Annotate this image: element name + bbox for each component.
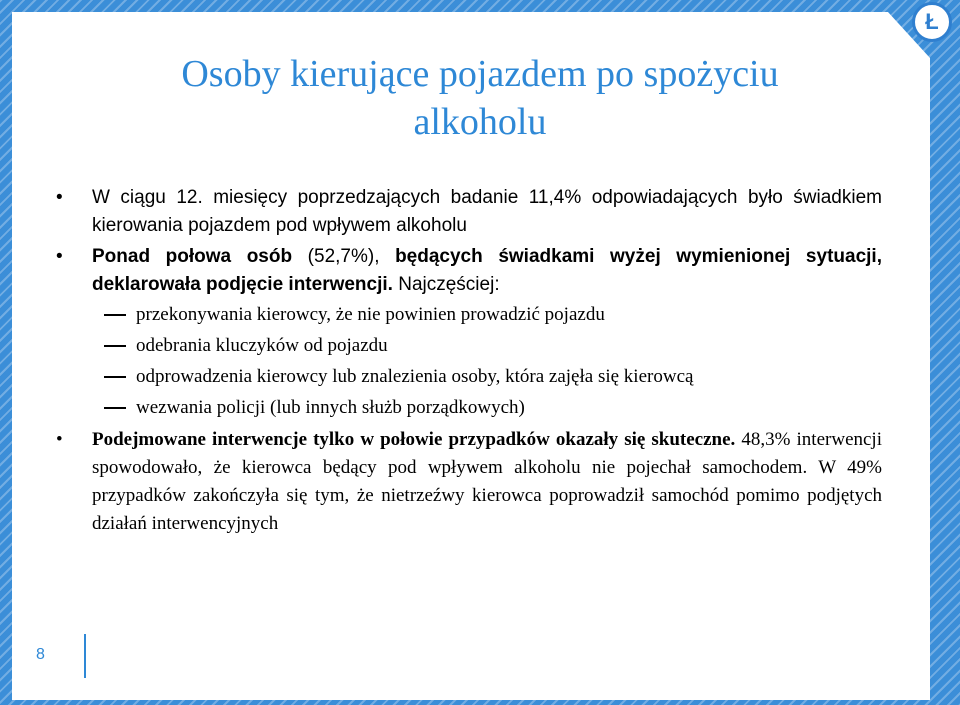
sub-item — [52, 300, 882, 330]
title-line-1: Osoby kierujące pojazdem po spożyciu — [181, 53, 779, 95]
bullet-3 — [52, 426, 882, 538]
sub-item — [52, 362, 882, 392]
sub-item-text: odebrania kluczyków od pojazdu — [136, 335, 388, 356]
sub-item-text: odprowadzenia kierowcy lub znalezienia osoby, która zajęła się kierowcą — [136, 366, 694, 387]
title-line-2: alkoholu — [413, 101, 547, 143]
sub-item — [52, 393, 882, 423]
sub-item-text: przekonywania kierowcy, że nie powinien prowadzić pojazdu — [136, 304, 605, 325]
bullet-2 — [52, 243, 882, 299]
dash-icon — [104, 345, 126, 347]
sub-item-text: wezwania policji (lub innych służb porządkowych) — [136, 397, 525, 418]
bullet-2-part-d: Najczęściej: — [392, 274, 500, 295]
slide-content — [52, 184, 882, 538]
dash-icon — [104, 407, 126, 409]
page-number: 8 — [36, 646, 45, 663]
bullet-2-part-b: (52,7%), — [307, 246, 396, 267]
bullet-2-part-a: Ponad połowa osób — [92, 246, 308, 267]
bullet-1-text: W ciągu 12. miesięcy poprzedzających badanie 11,4% odpowiadających było świadkiem kierowania pojazdem pod wpływem alkoholu — [92, 187, 882, 236]
logo-icon: Ł — [912, 2, 952, 42]
bullet-3-part-a: Podejmowane interwencje tylko w połowie przypadków okazały się skuteczne. — [92, 429, 736, 450]
sub-item — [52, 331, 882, 361]
dash-icon — [104, 314, 126, 316]
bullet-1 — [52, 184, 882, 240]
dash-icon — [104, 376, 126, 378]
bullet-3-part-b: 48,3% interwencji spowodowało, że kierowca będący pod wpływem alkoholu nie pojechał samochodem. W 49% przypadków zakończyła się tym, że nietrzeźwy kierowca poprowadził samochód pomimo podjętych działań interwencyjnych — [92, 429, 882, 534]
page-number-box — [14, 634, 86, 678]
slide-title — [30, 50, 930, 146]
bullet-2-part-c: będących świadkami wyżej wymienionej sytuacji, deklarowała podjęcie interwencji. — [92, 246, 882, 295]
